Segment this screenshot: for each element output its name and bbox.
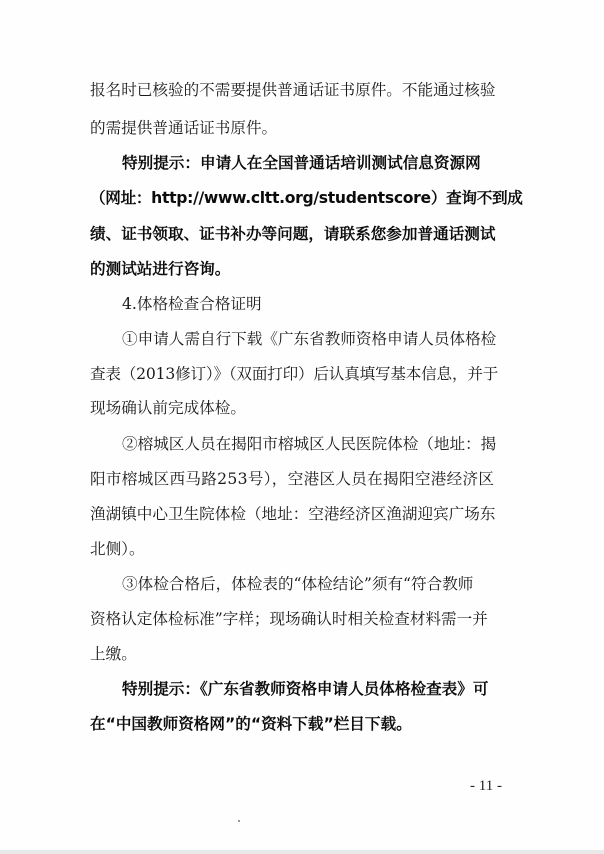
paragraph-line: 的需提供普通话证书原件。 [90, 119, 278, 137]
special-notice-line: 特别提示：申请人在全国普通话培训测试信息资源网 [122, 154, 481, 172]
scan-speck [238, 820, 240, 822]
paragraph-line: 上缴。 [90, 645, 137, 663]
special-notice-line: 特别提示：《广东省教师资格申请人员体格检查表》可 [122, 680, 489, 698]
paragraph-line: 资格认定体检标准”字样；现场确认时相关检查材料需一并 [90, 610, 488, 628]
special-notice-line: 绩、证书领取、证书补办等问题，请联系您参加普通话测试 [90, 225, 496, 243]
special-notice-line: 在“中国教师资格网”的“资料下载”栏目下载。 [90, 715, 412, 733]
special-notice-line: （网址：http://www.cltt.org/studentscore）查询不到成 [90, 189, 523, 207]
page-number: - 11 - [470, 778, 502, 794]
paragraph-line: ②榕城区人员在揭阳市榕城区人民医院体检（地址：揭 [122, 435, 497, 453]
paragraph-line: 查表（2013修订）》（双面打印）后认真填写基本信息，并于 [90, 365, 499, 383]
paragraph-line: ①申请人需自行下载《广东省教师资格申请人员体格检 [122, 330, 497, 348]
paragraph-line: 报名时已核验的不需要提供普通话证书原件。不能通过核验 [90, 81, 496, 99]
section-heading: 4.体格检查合格证明 [122, 295, 262, 313]
paragraph-line: 现场确认前完成体检。 [90, 399, 246, 417]
paragraph-line: 阳市榕城区西马路253号），空港区人员在揭阳空港经济区 [90, 470, 495, 488]
paragraph-line: 北侧）。 [90, 540, 145, 558]
special-notice-line: 的测试站进行咨询。 [90, 260, 231, 278]
paragraph-line: 渔湖镇中心卫生院体检（地址：空港经济区渔湖迎宾广场东 [90, 505, 496, 523]
page-bottom-edge [0, 850, 604, 854]
paragraph-line: ③体检合格后，体检表的“体检结论”须有“符合教师 [122, 575, 474, 593]
